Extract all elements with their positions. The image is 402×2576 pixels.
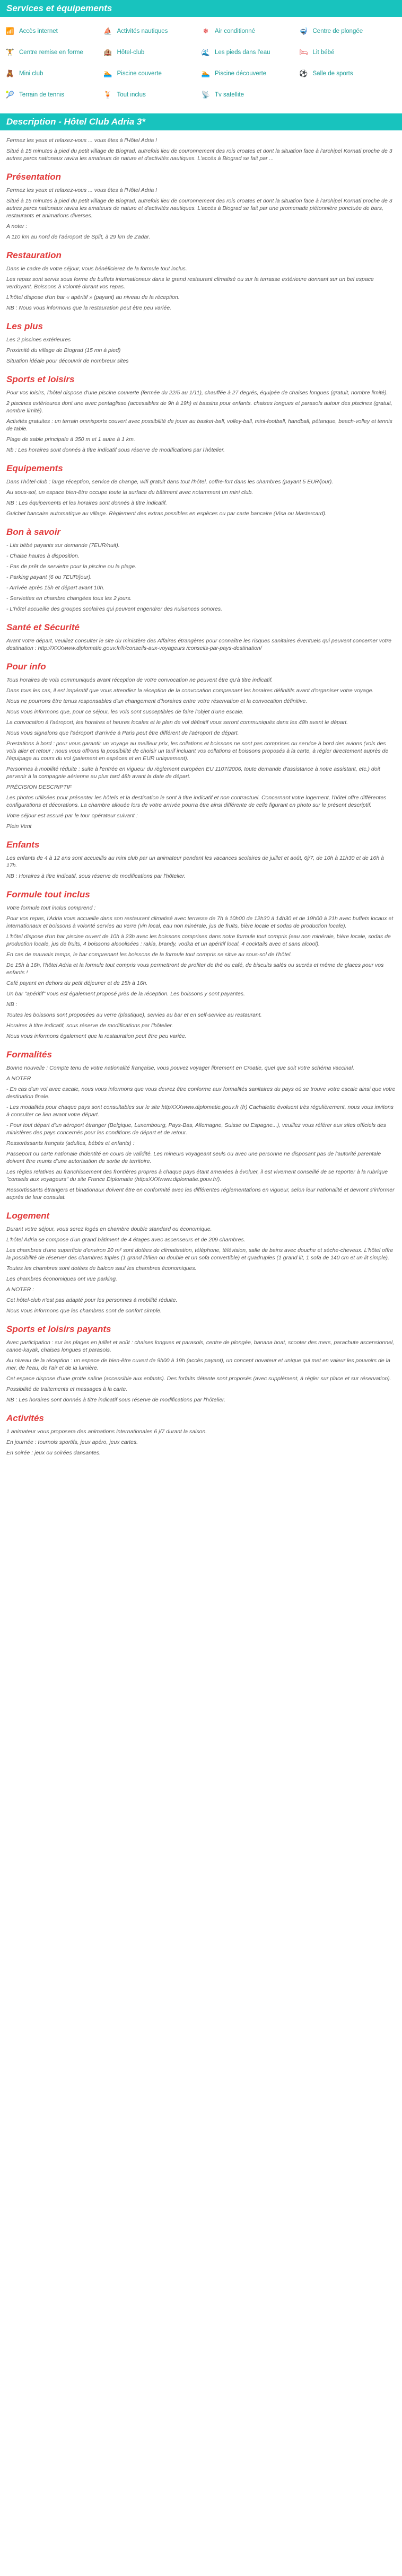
section-heading: Les plus — [6, 321, 43, 331]
equipment-item — [201, 48, 299, 57]
description-content — [0, 130, 402, 1476]
pool-icon: 🏊 — [201, 69, 211, 77]
section-paragraph: A 110 km au nord de l'aéroport de Split, à 29 km de Zadar. — [6, 234, 151, 240]
section-paragraph: NB : Horaires à titre indicatif, sous réserve de modifications par l'hôtelier. — [6, 873, 186, 879]
description-title: Description - Hôtel Club Adria 3* — [0, 113, 402, 130]
section-paragraph: - Les modalités pour chaque pays sont consultables sur le site httpXXXwww.diplomatie.gouv.fr (fr) Cachalette évoluent très régulièrement, nous vous invitons à consulter ce lien avant votre départ. — [6, 1104, 394, 1118]
section-paragraph: Fermez les yeux et relaxez-vous ... vous êtes à l'Hôtel Adria ! — [6, 187, 158, 193]
section-paragraph: Les repas sont servis sous forme de buffets internationaux dans le grand restaurant climatisé ou sur la terrasse extérieure donnant sur un bel espace verdoyant. Boissons à volonté durant vos repas. — [6, 276, 374, 290]
crib-icon: 🛏 — [299, 48, 308, 56]
section-paragraph: Les chambres d'une superficie d'environ 20 m² sont dotées de climatisation, téléphone, télévision, salle de bains avec douche et sèche-cheveux. L'hôtel offre la possibilité de réserver des chambres triples (1 grand lit/lien ou double et un sofa convertible) et quadruples (1 grand lit, 1 sofa de 140 cm et un lit simple). — [6, 1247, 394, 1261]
section-paragraph: Avec participation : sur les plages en juillet et août : chaises longues et parasols, centre de plongée, banana boat, scooter des mers, parachute ascensionnel, canoë-kayak, chaises longues et parasols. — [6, 1339, 395, 1353]
section-heading: Sports et loisirs payants — [6, 1324, 111, 1334]
section-paragraph: - Chaise hautes à disposition. — [6, 553, 80, 559]
equipment-item — [201, 27, 299, 36]
section-heading: Pour info — [6, 661, 46, 672]
wifi-icon: 📶 — [5, 27, 15, 35]
section-paragraph: Pour vos repas, l'Adria vous accueille dans son restaurant climatisé avec terrasse de 7h à 10h00 de 12h30 à 14h30 et de 19h00 à 21h avec buffets locaux et internationaux et boissons à volonté servies au verre (vin local, eau non minérale, jus de fruits, bière locale et sodas de production locale). — [6, 915, 394, 929]
section-paragraph: Ressortissants étrangers et binationaux doivent être en conformité avec les différentes réglementations en vigueur, selon leur nationalité et devront s'informer auprès de leur consulat. — [6, 1187, 395, 1201]
section-paragraph: Nous vous informons également que la restauration peut être peu variée. — [6, 1033, 187, 1039]
section-paragraph: Personnes à mobilité réduite : suite à l'entrée en vigueur du règlement européen EU 1107/2006, toute demande d'assistance à notre assistant, etc.) doit parvenir à la compagnie aérienne au plus tard 48h avant la date de départ. — [6, 766, 380, 780]
section-paragraph: Tous horaires de vols communiqués avant réception de votre convocation ne peuvent être qu'à titre indicatif. — [6, 677, 273, 683]
equipment-item — [201, 69, 299, 78]
equipment-label: Accès internet — [19, 28, 58, 34]
section-paragraph: De 15h à 16h, l'hôtel Adria et la formule tout compris vous permettront de profiter de thé ou café, de biscuits salés ou sucrés et même de glaces pour vos enfants ! — [6, 962, 384, 976]
section-paragraph: - En cas d'un vol avec escale, nous vous informons que vous devrez être conforme aux formalités sanitaires du pays où se trouve votre escale ainsi que votre destination finale. — [6, 1086, 396, 1100]
section-heading: Logement — [6, 1211, 50, 1221]
section-paragraph: Prestations à bord : pour vous garantir un voyage au meilleur prix, les collations et boissons ne sont pas comprises ou service à bord des avions (vols des vols aller et retour ; nous vous offrons la possibilité de choisir un tarif incluant vos collations et boissons proposés à la carte, à régler directement auprès de l'équipage au cours du vol (paiement en espèces et en EUR uniquement). — [6, 740, 389, 762]
hotel-icon: 🏨 — [103, 48, 112, 56]
section-paragraph: Les chambres économiques ont vue parking. — [6, 1276, 117, 1282]
waves-icon: 🌊 — [201, 48, 211, 56]
section-paragraph: Guichet bancaire automatique au village. Règlement des extras possibles en espèces ou par carte bancaire (Visa ou Mastercard). — [6, 510, 327, 517]
equipment-label: Piscine couverte — [117, 70, 162, 77]
section-paragraph: L'hôtel dispose d'un bar piscine ouvert de 10h à 23h avec les boissons comprises dans notre formule tout compris (eau non minérale, bière locale, sodas de production locale, jus de fruits, 4 boissons alcoolisées : rakia, brandy, vodka et un apéritif local, 4 cocktails avec et sans alcool). — [6, 933, 391, 947]
section-paragraph: Toutes les chambres sont dotées de balcon sauf les chambres économiques. — [6, 1265, 197, 1272]
section-paragraph: Dans l'hôtel-club : large réception, service de change, wifi gratuit dans tout l'hôtel, coffre-fort dans les chambres (payant 5 EUR/jour). — [6, 479, 334, 485]
section-paragraph: Bonne nouvelle : Compte tenu de votre nationalité française, vous pouvez voyager librement en Croatie, quel que soit votre schéma vaccinal. — [6, 1065, 355, 1071]
section-paragraph: NB : Les équipements et les horaires sont donnés à titre indicatif. — [6, 500, 167, 506]
section-heading: Formalités — [6, 1049, 52, 1060]
section-heading: Santé et Sécurité — [6, 622, 80, 632]
equipment-item — [103, 69, 202, 78]
section-paragraph: Nous vous informons que, pour ce séjour, les vols sont susceptibles de faire l'objet d'une escale. — [6, 709, 244, 715]
section-paragraph: En cas de mauvais temps, le bar comprenant les boissons de la formule tout compris se situe au sous-sol de l'hôtel. — [6, 951, 292, 958]
section-paragraph: Dans le cadre de votre séjour, vous bénéficierez de la formule tout inclus. — [6, 266, 187, 272]
section-paragraph: 1 animateur vous proposera des animations internationales 6 j/7 durant la saison. — [6, 1428, 207, 1435]
equipment-label: Centre de plongée — [312, 28, 363, 34]
equipment-label: Centre remise en forme — [19, 49, 83, 56]
section-paragraph: Les photos utilisées pour présenter les hôtels et la destination le sont à titre indicatif et non contractuel. Concernant votre logement, l'hôtel offre différentes configurations et décorations. La chambre allouée lors de votre arrivée pourra être ainsi différente de celle figurant en photo sur le présent descriptif. — [6, 795, 387, 808]
section-paragraph: Durant votre séjour, vous serez logés en chambre double standard ou économique. — [6, 1226, 212, 1232]
section-paragraph: Les 2 piscines extérieures — [6, 337, 71, 343]
section-paragraph: L'hôtel Adria se compose d'un grand bâtiment de 4 étages avec ascenseurs et de 209 chambres. — [6, 1237, 246, 1243]
section-paragraph: Passeport ou carte nationale d'identité en cours de validité. Les mineurs voyageant seuls ou avec une personne ne disposant pas de l'autorité parentale doivent être munis d'une autorisation de sortie de territoire. — [6, 1151, 381, 1165]
equipment-section — [0, 0, 402, 113]
section-paragraph: Plein Vent — [6, 823, 32, 830]
section-paragraph: - Arrivée après 15h et départ avant 10h. — [6, 585, 105, 591]
section-paragraph: 2 piscines extérieures dont une avec pentaglisse (accessibles de 9h à 19h) et bassins pour enfants. chaises longues et parasols autour des piscines (gratuit, nombre limité). — [6, 400, 392, 414]
equipment-item — [299, 69, 397, 78]
section-paragraph: Pour vos loisirs, l'hôtel dispose d'une piscine couverte (fermée du 22/5 au 1/11), chauffée à 27 degrés, équipée de chaises longues (gratuit, nombre limité). — [6, 390, 388, 396]
section-paragraph: Proximité du village de Biograd (15 mn à pied) — [6, 347, 121, 354]
equipment-item — [5, 48, 103, 57]
cocktail-icon: 🍹 — [103, 91, 112, 99]
equipment-label: Hôtel-club — [117, 49, 145, 56]
equipment-item — [201, 90, 299, 100]
section-paragraph: Activités gratuites : un terrain omnisports couvert avec possibilité de jouer au basket-ball, volley-ball, mini-football, handball, pétanque, beach-volley et tennis de table. — [6, 418, 392, 432]
satellite-icon: 📡 — [201, 91, 211, 99]
section-paragraph: - L'hôtel accueille des groupes scolaires qui peuvent engendrer des nuisances sonores. — [6, 606, 223, 612]
section-paragraph: Situé à 15 minutes à pied du petit village de Biograd, autrefois lieu de couronnement des rois croates et dont la situation face à l'archipel Kornati proche de 3 autres parcs nationaux ravira les amateurs de nature et d'activités nautiques. L'accès à Biograd se fait par une promenade piétonnière ponctuée de bars, restaurants et animations diverses. — [6, 198, 392, 219]
tennis-icon: 🎾 — [5, 91, 15, 99]
section-paragraph: Toutes les boissons sont proposées au verre (plastique), servies au bar et en self-service au restaurant. — [6, 1012, 262, 1018]
section-paragraph: L'hôtel dispose d'un bar « apéritif » (payant) au niveau de la réception. — [6, 294, 180, 301]
section-heading: Restauration — [6, 250, 62, 260]
indoor-pool-icon: 🏊 — [103, 69, 112, 77]
equipment-label: Terrain de tennis — [19, 92, 65, 98]
section-paragraph: Nous ne pourrons être tenus responsables d'un changement d'horaires entre votre réservation et la convocation définitive. — [6, 698, 308, 704]
diving-icon: 🤿 — [299, 27, 308, 35]
section-paragraph: Un bar "apéritif" vous est également proposé près de la réception. Les boissons y sont payantes. — [6, 991, 245, 997]
equipment-label: Lit bébé — [312, 49, 335, 56]
section-paragraph: En soirée : jeux ou soirées dansantes. — [6, 1450, 101, 1456]
section-paragraph: Ressortissants français (adultes, bébés et enfants) : — [6, 1140, 135, 1146]
section-paragraph: Au sous-sol, un espace bien-être occupe toute la surface du bâtiment avec notamment un mini club. — [6, 489, 254, 496]
description-section — [0, 113, 402, 1476]
equipment-label: Tv satellite — [215, 92, 244, 98]
equipment-label: Mini club — [19, 70, 43, 77]
section-paragraph: A noter : — [6, 223, 28, 230]
equipment-title: Services et équipements — [0, 0, 402, 17]
section-paragraph: Nb : Les horaires sont donnés à titre indicatif sous réserve de modifications par l'hôtelier. — [6, 447, 225, 453]
section-paragraph: - Pas de prêt de serviette pour la piscine ou la plage. — [6, 563, 137, 570]
section-paragraph: Fermez les yeux et relaxez-vous ... vous êtes à l'Hôtel Adria ! — [6, 137, 158, 144]
section-heading: Equipements — [6, 463, 63, 473]
section-paragraph: En journée : tournois sportifs, jeux apéro, jeux cartes. — [6, 1439, 138, 1445]
equipment-grid — [0, 17, 402, 113]
equipment-item — [299, 48, 397, 57]
section-paragraph: - Parking payant (6 ou 7EUR/jour). — [6, 574, 92, 580]
section-heading: Formule tout inclus — [6, 889, 90, 899]
equipment-item — [299, 27, 397, 36]
section-paragraph: Café payant en dehors du petit déjeuner et de 15h à 16h. — [6, 980, 148, 986]
equipment-item — [103, 27, 202, 36]
section-paragraph: Possibilité de traitements et massages à la carte. — [6, 1386, 128, 1392]
section-paragraph: NB : Les horaires sont donnés à titre indicatif sous réserve de modifications par l'hôtelier. — [6, 1397, 226, 1403]
section-paragraph: - Serviettes en chambre changées tous les 2 jours. — [6, 595, 132, 602]
section-paragraph: Situé à 15 minutes à pied du petit village de Biograd, autrefois lieu de couronnement des rois croates et dont la situation face à l'archipel Kornati proche de 3 autres parcs nationaux ravira les amateurs de nature et d'activités nautiques. L'accès à Biograd se fait par ... — [6, 148, 392, 162]
section-paragraph: Horaires à titre indicatif, sous réserve de modifications par l'hôtelier. — [6, 1022, 173, 1029]
section-paragraph: Cet hôtel-club n'est pas adapté pour les personnes à mobilité réduite. — [6, 1297, 178, 1303]
sports-hall-icon: ⚽ — [299, 69, 308, 77]
section-paragraph: A NOTER : — [6, 1286, 34, 1293]
equipment-item — [5, 69, 103, 78]
equipment-label: Les pieds dans l'eau — [215, 49, 270, 56]
section-paragraph: Plage de sable principale à 350 m et 1 autre à 1 km. — [6, 436, 135, 443]
section-paragraph: Nous vous signalons que l'aéroport d'arrivée à Paris peut être différent de l'aéroport de départ. — [6, 730, 239, 736]
section-paragraph: A NOTER — [6, 1075, 31, 1082]
section-paragraph: Dans tous les cas, il est impératif que vous attendiez la réception de la convocation comprenant les horaires définitifs avant d'organiser votre voyage. — [6, 687, 374, 694]
section-heading: Présentation — [6, 172, 61, 182]
section-heading: Bon à savoir — [6, 527, 61, 537]
section-paragraph: Avant votre départ, veuillez consulter le site du ministère des Affaires étrangères pour connaître les risques sanitaires éventuels qui peuvent concerner votre destination : http://XXXwww.diplomatie.gouv.fr/fr/conseils-aux-voyageurs /conseils-par-pays-destination/ — [6, 638, 392, 651]
equipment-label: Tout inclus — [117, 92, 146, 98]
equipment-item — [5, 90, 103, 100]
snowflake-icon: ❄ — [203, 27, 209, 35]
section-paragraph: La convocation à l'aéroport, les horaires et heures locales et le plan de vol définitif vous seront communiqués dans les 48h avant le départ. — [6, 719, 348, 726]
section-paragraph: Au niveau de la réception : un espace de bien-être ouvert de 9h00 à 19h (accès payant), un concept novateur et unique qui met en valeur les pouvoirs de la mer, de l'eau, de l'air et de la lumière. — [6, 1357, 390, 1371]
section-paragraph: NB : — [6, 1001, 18, 1008]
section-heading: Enfants — [6, 840, 40, 850]
equipment-item — [103, 48, 202, 57]
equipment-label: Activités nautiques — [117, 28, 168, 34]
section-paragraph: Les règles relatives au franchissement des frontières propres à chaque pays étant amenées à évoluer, il est vivement conseillé de se reporter à la rubrique "conseils aux voyageurs" du site France Diplomatie (httpsXXXwww.diplomatie.gouv.fr/). — [6, 1169, 388, 1183]
equipment-label: Air conditionné — [215, 28, 256, 34]
section-paragraph: Votre séjour est assuré par le tour opérateur suivant : — [6, 813, 138, 819]
section-paragraph: Les enfants de 4 à 12 ans sont accueillis au mini club par un animateur pendant les vacances scolaires de juillet et août, 6j/7, de 10h à 11h30 et de 16h à 17h. — [6, 855, 384, 869]
equipment-label: Salle de sports — [312, 70, 353, 77]
section-paragraph: - Pour tout départ d'un aéroport étranger (Belgique, Luxembourg, Pays-Bas, Allemagne, Suisse ou Espagne...), veuillez vous référer aux sites officiels des ministères des pays concernés pour les conditions de départ et de retour. — [6, 1122, 386, 1136]
section-paragraph: Votre formule tout inclus comprend : — [6, 905, 96, 911]
sailboat-icon: ⛵ — [103, 27, 112, 35]
dumbbell-icon: 🏋 — [5, 48, 15, 56]
equipment-item — [5, 27, 103, 36]
section-paragraph: Situation idéale pour découvrir de nombreux sites — [6, 358, 129, 364]
section-paragraph: PRÉCISION DESCRIPTIF — [6, 784, 72, 790]
section-heading: Sports et loisirs — [6, 374, 75, 384]
section-heading: Activités — [6, 1413, 44, 1423]
equipment-item — [103, 90, 202, 100]
equipment-label: Piscine découverte — [215, 70, 267, 77]
section-paragraph: Nous vous informons que les chambres sont de confort simple. — [6, 1308, 162, 1314]
section-paragraph: NB : Nous vous informons que la restauration peut être peu variée. — [6, 305, 172, 311]
kids-icon: 🧸 — [5, 69, 15, 77]
section-paragraph: Cet espace dispose d'une grotte saline (accessible aux enfants). Des forfaits détente sont proposés (avec supplément, à régler sur place et sur réservation). — [6, 1375, 391, 1382]
section-paragraph: - Lits bébé payants sur demande (7EUR/nuit). — [6, 542, 120, 549]
